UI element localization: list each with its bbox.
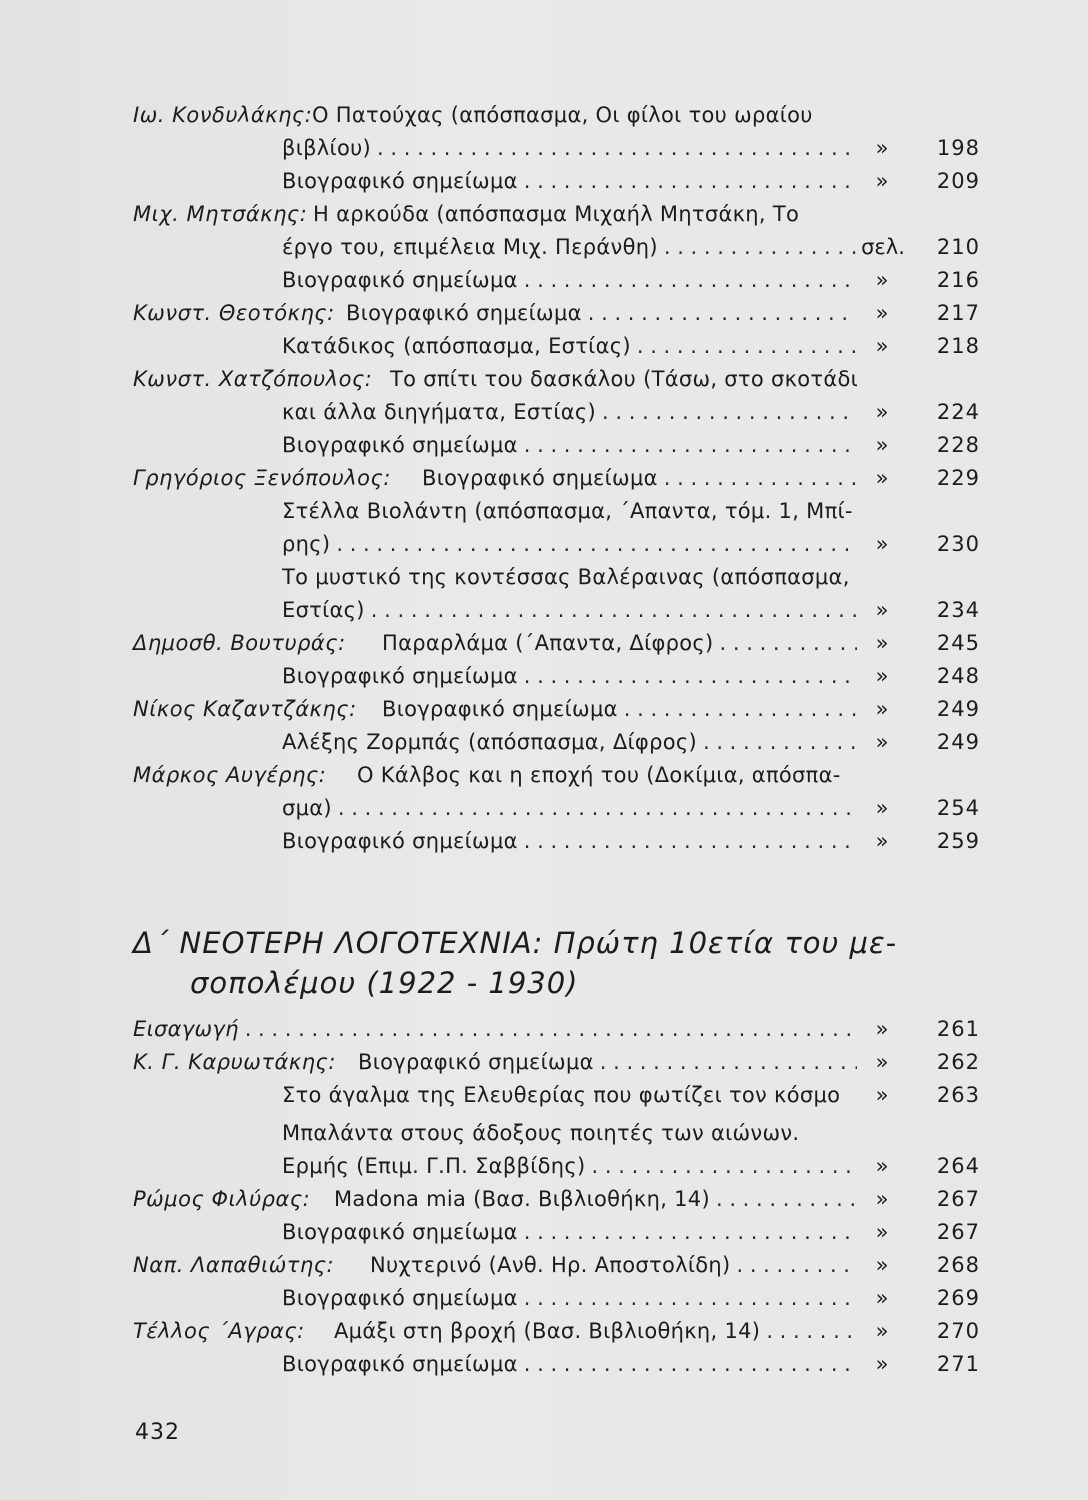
toc-title: Βιογραφικό σημείωμα <box>282 169 518 193</box>
toc-page-number: 245 <box>936 631 980 655</box>
toc-line <box>0 1013 1088 1046</box>
ditto-mark: » <box>875 1017 889 1041</box>
toc-line <box>0 528 1088 561</box>
toc-page-number: 229 <box>936 466 980 490</box>
dot-leader <box>720 627 857 660</box>
toc-line <box>0 627 1088 660</box>
toc-title: Στέλλα Βιολάντη (απόσπασμα, ΄Απαντα, τόμ. 1, Μπί- <box>282 499 853 523</box>
toc-page-number: 263 <box>936 1083 980 1107</box>
toc-line <box>0 759 1088 792</box>
toc-title: Βιογραφικό σημείωμα <box>282 1220 518 1244</box>
ditto-mark: » <box>875 433 889 457</box>
toc-line <box>0 594 1088 627</box>
toc-author: Γρηγόριος Ξενόπουλος: <box>133 466 391 490</box>
page-abbreviation: σελ. <box>861 235 905 259</box>
dot-leader <box>664 462 857 495</box>
toc-line <box>0 825 1088 858</box>
toc-author: Ρώμος Φιλύρας: <box>133 1187 311 1211</box>
page-number: 432 <box>135 1420 180 1445</box>
toc-author: Μιχ. Μητσάκης: <box>133 202 308 226</box>
toc-line <box>0 165 1088 198</box>
toc-author: Κωνστ. Θεοτόκης: <box>133 301 335 325</box>
toc-page-number: 264 <box>936 1154 980 1178</box>
dot-leader <box>637 330 857 363</box>
toc-page-number: 269 <box>936 1286 980 1310</box>
dot-leader <box>524 1282 857 1315</box>
ditto-mark: » <box>875 598 889 622</box>
ditto-mark: » <box>875 796 889 820</box>
ditto-mark: » <box>875 1253 889 1277</box>
toc-line <box>0 693 1088 726</box>
dot-leader <box>338 792 857 825</box>
dot-leader <box>602 396 857 429</box>
toc-author: Ναπ. Λαπαθιώτης: <box>133 1253 335 1277</box>
ditto-mark: » <box>875 829 889 853</box>
ditto-mark: » <box>875 1154 889 1178</box>
toc-line <box>0 1216 1088 1249</box>
toc-title: Madona mia (Βασ. Βιβλιοθήκη, 14) <box>334 1187 710 1211</box>
toc-page-number: 262 <box>936 1050 980 1074</box>
toc-author: Εισαγωγή <box>133 1017 239 1041</box>
toc-page-number: 254 <box>936 796 980 820</box>
ditto-mark: » <box>875 136 889 160</box>
dot-leader <box>524 825 857 858</box>
ditto-mark: » <box>875 301 889 325</box>
toc-page-number: 210 <box>936 235 980 259</box>
ditto-mark: » <box>875 664 889 688</box>
ditto-mark: » <box>875 466 889 490</box>
toc-title: Βιογραφικό σημείωμα <box>358 1050 594 1074</box>
dot-leader <box>703 726 857 759</box>
toc-line <box>0 1282 1088 1315</box>
ditto-mark: » <box>875 532 889 556</box>
toc-page-number: 198 <box>936 136 980 160</box>
toc-title: Μπαλάντα στους άδοξους ποιητές των αιώνων. <box>282 1121 800 1145</box>
ditto-mark: » <box>875 400 889 424</box>
toc-author: Δημοσθ. Βουτυράς: <box>133 631 346 655</box>
toc-author: Τέλλος ΄Αγρας: <box>133 1319 305 1343</box>
toc-page-number: 261 <box>936 1017 980 1041</box>
toc-title: και άλλα διηγήματα, Εστίας) <box>282 400 597 424</box>
toc-title: Ο Κάλβος και η εποχή του (Δοκίμια, απόσπα- <box>357 763 841 787</box>
toc-page-number: 217 <box>936 301 980 325</box>
toc-page-number: 249 <box>936 697 980 721</box>
dot-leader <box>600 1046 857 1079</box>
dot-leader <box>524 165 857 198</box>
toc-title: Ερμής (Επιμ. Γ.Π. Σαββίδης) <box>282 1154 586 1178</box>
dot-leader <box>524 264 857 297</box>
ditto-mark: » <box>875 169 889 193</box>
ditto-mark: » <box>875 334 889 358</box>
toc-page-number: 230 <box>936 532 980 556</box>
toc-page-number: 249 <box>936 730 980 754</box>
toc-page-number: 270 <box>936 1319 980 1343</box>
dot-leader <box>371 594 857 627</box>
dot-leader <box>245 1013 857 1046</box>
toc-page-number: 259 <box>936 829 980 853</box>
ditto-mark: » <box>875 1286 889 1310</box>
toc-title: ρης) <box>282 532 331 556</box>
dot-leader <box>716 1183 857 1216</box>
dot-leader <box>377 132 857 165</box>
ditto-mark: » <box>875 631 889 655</box>
toc-line <box>0 1150 1088 1183</box>
toc-title: Αμάξι στη βροχή (Βασ. Βιβλιοθήκη, 14) <box>334 1319 761 1343</box>
toc-title: Αλέξης Ζορμπάς (απόσπασμα, Δίφρος) <box>282 730 697 754</box>
ditto-mark: » <box>875 1083 889 1107</box>
toc-line <box>0 1249 1088 1282</box>
toc-title: Βιογραφικό σημείωμα <box>282 433 518 457</box>
toc-line <box>0 99 1088 132</box>
toc-line <box>0 726 1088 759</box>
toc-line <box>0 1046 1088 1079</box>
toc-page-number: 271 <box>936 1352 980 1376</box>
toc-line <box>0 1079 1088 1112</box>
toc-line <box>0 1348 1088 1381</box>
dot-leader <box>592 1150 857 1183</box>
toc-title: Ο Πατούχας (απόσπασμα, Οι φίλοι του ωραίου <box>312 103 813 127</box>
toc-title: Στο άγαλμα της Ελευθερίας που φωτίζει τον κόσμο <box>282 1083 841 1107</box>
toc-line <box>0 495 1088 528</box>
toc-title: Βιογραφικό σημείωμα <box>282 1286 518 1310</box>
dot-leader <box>524 1216 857 1249</box>
toc-title: Βιογραφικό σημείωμα <box>282 664 518 688</box>
toc-page-number: 209 <box>936 169 980 193</box>
toc-line <box>0 363 1088 396</box>
toc-line <box>0 792 1088 825</box>
dot-leader <box>766 1315 857 1348</box>
toc-author: Νίκος Καζαντζάκης: <box>133 697 357 721</box>
ditto-mark: » <box>875 1050 889 1074</box>
toc-line <box>0 297 1088 330</box>
toc-page-number: 267 <box>936 1187 980 1211</box>
toc-title: Βιογραφικό σημείωμα <box>282 268 518 292</box>
toc-author: Κ. Γ. Καρυωτάκης: <box>133 1050 336 1074</box>
toc-title: Κατάδικος (απόσπασμα, Εστίας) <box>282 334 631 358</box>
toc-line <box>0 561 1088 594</box>
ditto-mark: » <box>875 1187 889 1211</box>
toc-line <box>0 1183 1088 1216</box>
toc-title: σμα) <box>282 796 332 820</box>
toc-page-number: 248 <box>936 664 980 688</box>
toc-line <box>0 1315 1088 1348</box>
toc-title: Η αρκούδα (απόσπασμα Μιχαήλ Μητσάκη, Το <box>313 202 800 226</box>
toc-line <box>0 1117 1088 1150</box>
toc-line <box>0 429 1088 462</box>
toc-page-number: 218 <box>936 334 980 358</box>
section-heading-line2: σοπολέμου (1922 - 1930) <box>190 966 579 1000</box>
toc-line <box>0 660 1088 693</box>
toc-line <box>0 396 1088 429</box>
toc-page-number: 224 <box>936 400 980 424</box>
toc-title: έργο του, επιμέλεια Μιχ. Περάνθη) <box>282 235 658 259</box>
toc-author: Μάρκος Αυγέρης: <box>133 763 327 787</box>
toc-line <box>0 231 1088 264</box>
dot-leader <box>336 528 857 561</box>
toc-title: Βιογραφικό σημείωμα <box>282 1352 518 1376</box>
toc-author: Ιω. Κονδυλάκης: <box>133 103 313 127</box>
toc-line <box>0 132 1088 165</box>
toc-page-number: 234 <box>936 598 980 622</box>
toc-line <box>0 264 1088 297</box>
ditto-mark: » <box>875 697 889 721</box>
section-heading-line1: Δ΄ ΝΕΟΤΕΡΗ ΛΟΓΟΤΕΧΝΙΑ: Πρώτη 10ετία του με- <box>133 926 898 960</box>
toc-page-number: 268 <box>936 1253 980 1277</box>
ditto-mark: » <box>875 1319 889 1343</box>
ditto-mark: » <box>875 268 889 292</box>
toc-title: βιβλίου) <box>282 136 372 160</box>
toc-title: Το μυστικό της κοντέσσας Βαλέραινας (απόσπασμα, <box>282 565 850 589</box>
dot-leader <box>624 693 857 726</box>
toc-title: Βιογραφικό σημείωμα <box>382 697 618 721</box>
toc-title: Βιογραφικό σημείωμα <box>282 829 518 853</box>
toc-line <box>0 330 1088 363</box>
toc-author: Κωνστ. Χατζόπουλος: <box>133 367 373 391</box>
ditto-mark: » <box>875 730 889 754</box>
toc-title: Εστίας) <box>282 598 365 622</box>
toc-title: Βιογραφικό σημείωμα <box>422 466 658 490</box>
toc-title: Το σπίτι του δασκάλου (Τάσω, στο σκοτάδι <box>390 367 859 391</box>
toc-title: Παραρλάμα (΄Απαντα, Δίφρος) <box>382 631 714 655</box>
toc-title: Βιογραφικό σημείωμα <box>346 301 582 325</box>
dot-leader <box>524 1348 857 1381</box>
toc-line <box>0 198 1088 231</box>
dot-leader <box>664 231 857 264</box>
dot-leader <box>588 297 857 330</box>
toc-page-number: 228 <box>936 433 980 457</box>
dot-leader <box>524 429 857 462</box>
toc-page-number: 216 <box>936 268 980 292</box>
toc-title: Νυχτερινό (Ανθ. Ηρ. Αποστολίδη) <box>370 1253 731 1277</box>
dot-leader <box>736 1249 857 1282</box>
dot-leader <box>524 660 857 693</box>
toc-line <box>0 462 1088 495</box>
toc-page-number: 267 <box>936 1220 980 1244</box>
ditto-mark: » <box>875 1220 889 1244</box>
ditto-mark: » <box>875 1352 889 1376</box>
